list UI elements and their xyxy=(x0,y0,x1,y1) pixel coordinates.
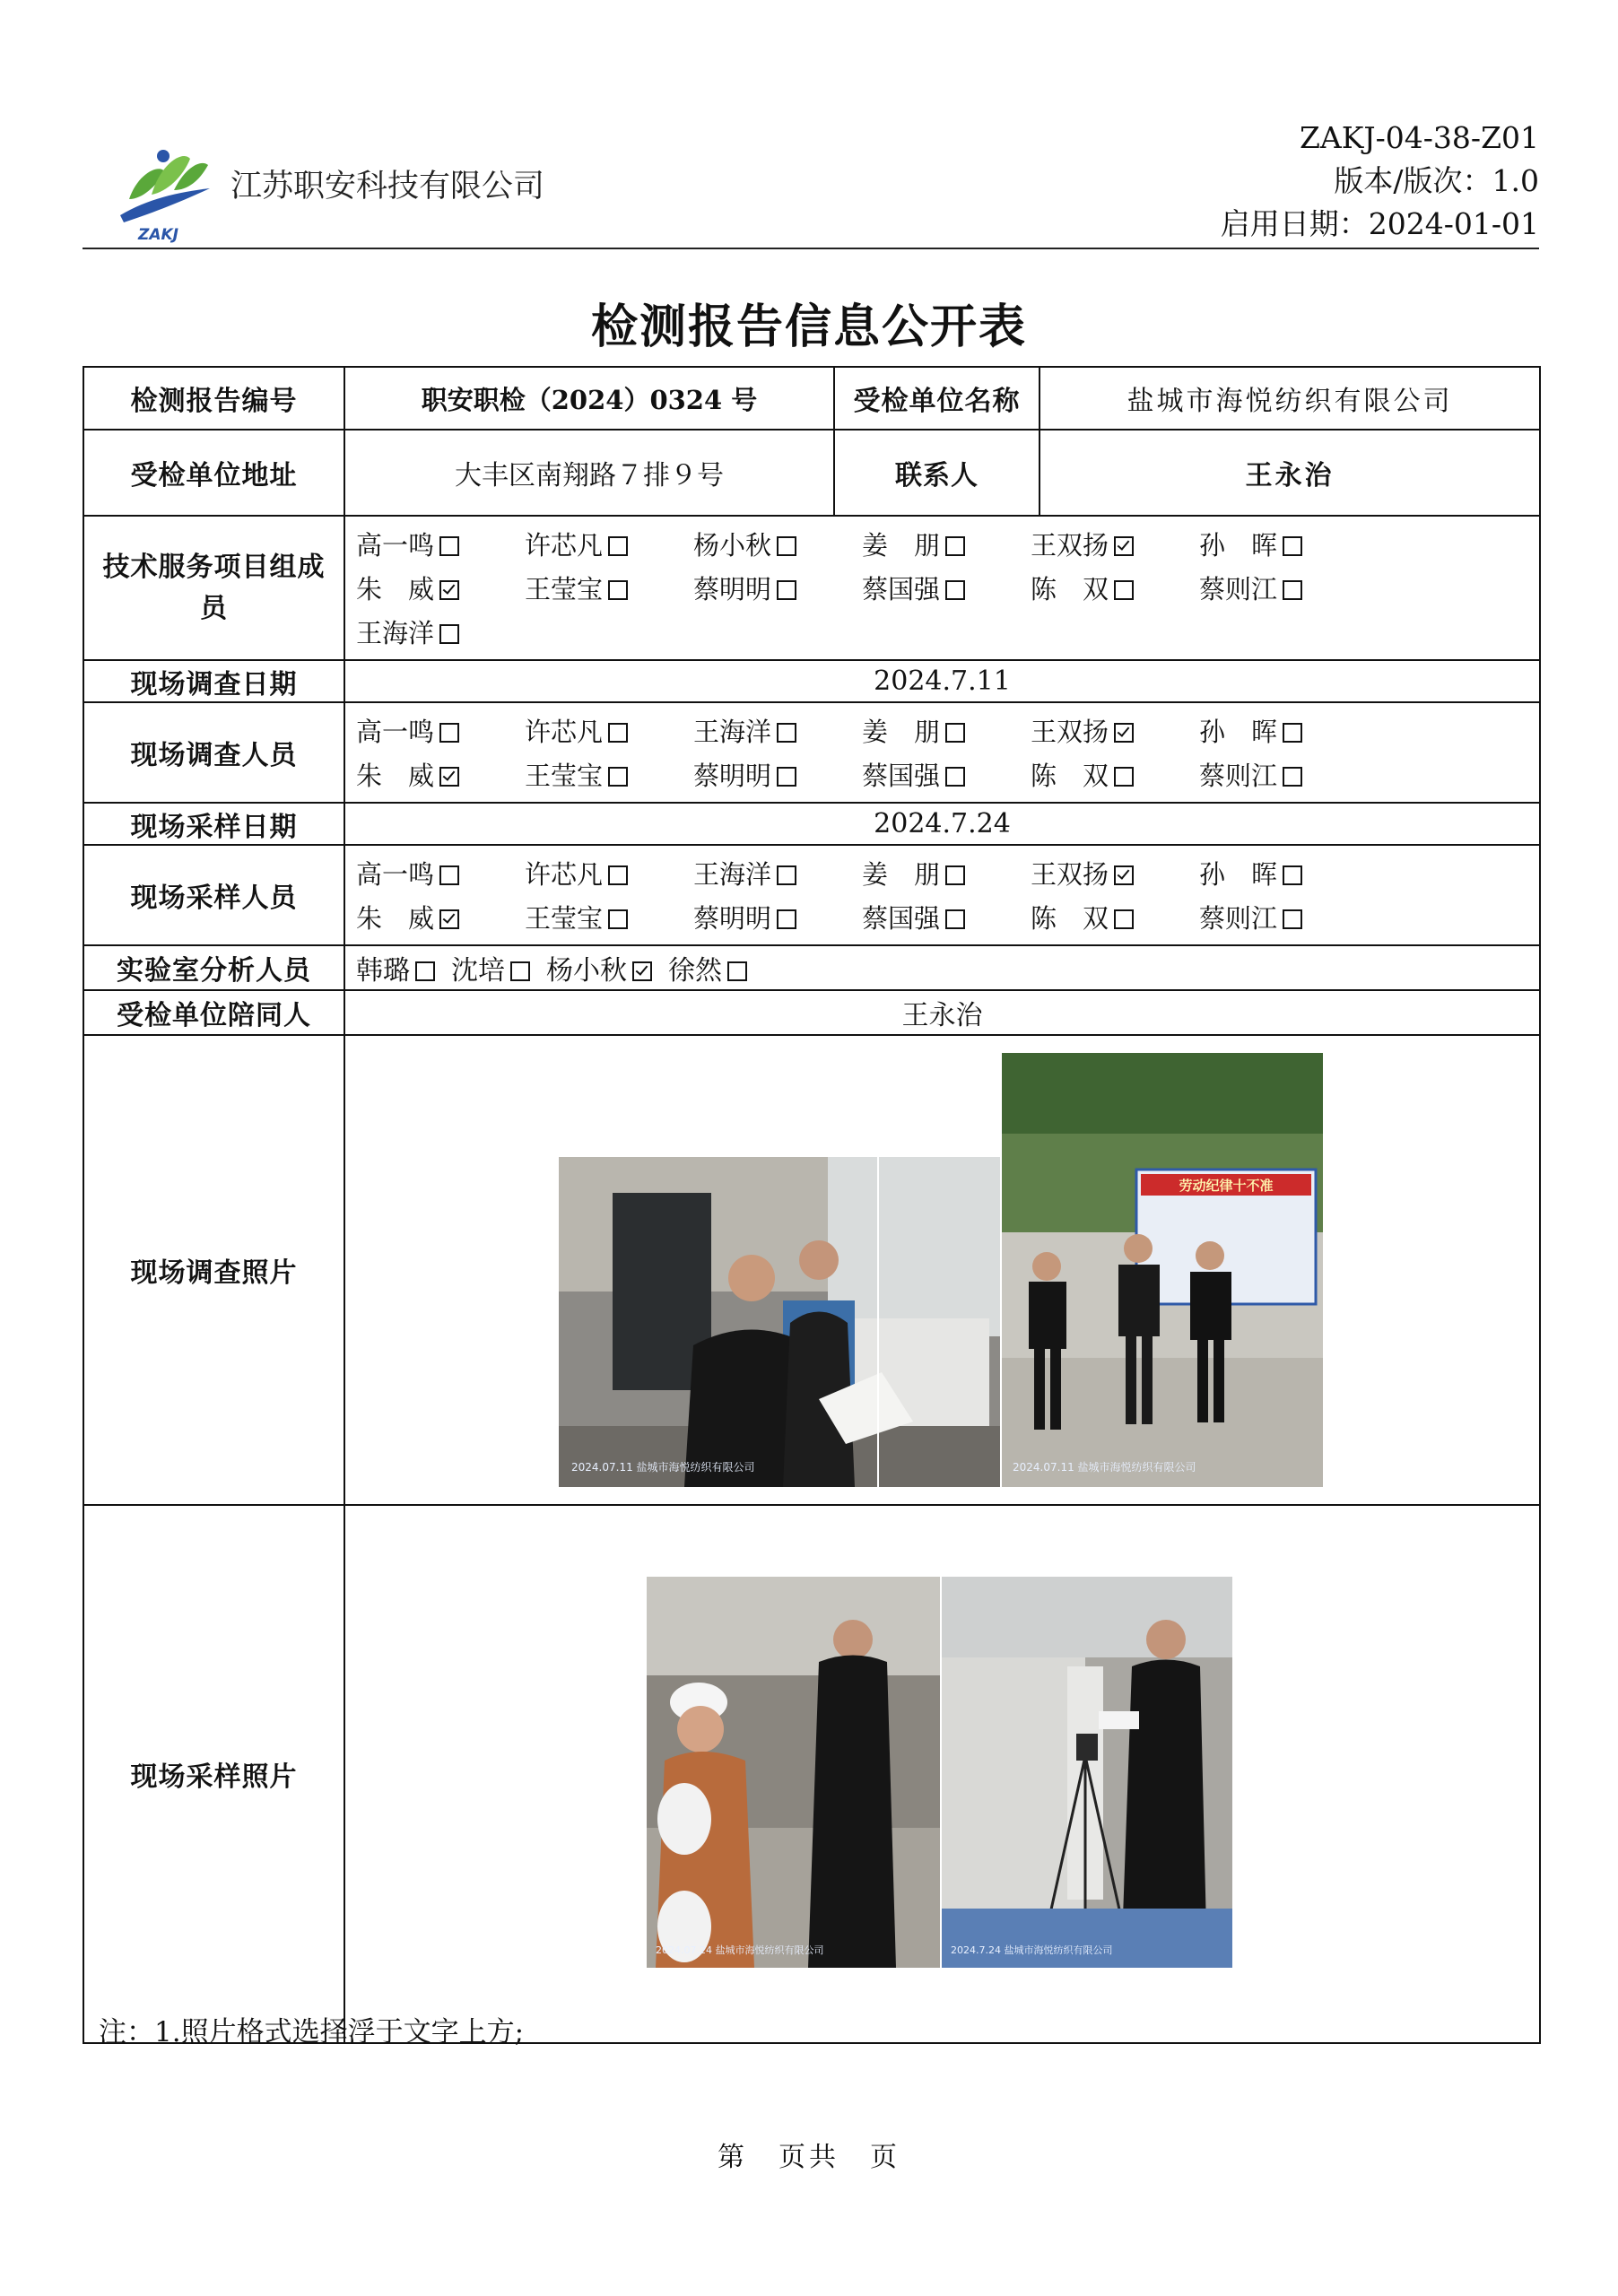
person-name: 孙 晖 xyxy=(1199,859,1278,890)
person-name: 蔡则江 xyxy=(1199,761,1278,791)
unchecked-box-icon[interactable] xyxy=(439,624,459,644)
unchecked-box-icon[interactable] xyxy=(777,909,796,929)
person-name: 姜 朋 xyxy=(862,859,941,890)
sampling-staff-grid xyxy=(356,846,1528,944)
person-checkbox-item xyxy=(862,712,1031,749)
person-checkbox-item xyxy=(356,756,525,793)
unchecked-box-icon[interactable] xyxy=(608,723,628,743)
survey-photo-workshop xyxy=(559,1157,1000,1487)
unchecked-box-icon[interactable] xyxy=(439,723,459,743)
person-name: 蔡明明 xyxy=(693,903,772,934)
unchecked-box-icon[interactable] xyxy=(1283,536,1302,556)
unchecked-box-icon[interactable] xyxy=(608,767,628,787)
survey-photo-label: 现场调查照片 xyxy=(83,1035,344,1505)
page-title: 检测报告信息公开表 xyxy=(590,300,1027,354)
unchecked-box-icon[interactable] xyxy=(1283,723,1302,743)
contact-label: 联系人 xyxy=(834,430,1040,516)
person-name: 蔡国强 xyxy=(862,761,941,791)
person-checkbox-item xyxy=(1199,899,1368,935)
person-name: 王双扬 xyxy=(1031,530,1109,561)
unchecked-box-icon[interactable] xyxy=(1283,767,1302,787)
person-name: 朱 威 xyxy=(356,574,435,604)
checked-box-icon[interactable] xyxy=(439,909,459,929)
person-checkbox-item xyxy=(1031,526,1199,562)
person-checkbox-item xyxy=(693,570,862,606)
doc-effective-date: 启用日期：2024-01-01 xyxy=(1220,206,1539,241)
unchecked-box-icon[interactable] xyxy=(777,865,796,885)
person-checkbox-item xyxy=(1031,570,1199,606)
escort-value: 王永治 xyxy=(344,990,1540,1035)
person-name: 沈培 xyxy=(451,955,505,987)
person-name: 徐然 xyxy=(668,955,722,987)
survey-photo-outdoor xyxy=(1002,1053,1323,1487)
unchecked-box-icon[interactable] xyxy=(1283,580,1302,600)
unchecked-box-icon[interactable] xyxy=(415,961,435,981)
person-name: 王双扬 xyxy=(1031,717,1109,747)
person-name: 许芯凡 xyxy=(525,859,604,890)
person-name: 姜 朋 xyxy=(862,717,941,747)
person-name: 王莹宝 xyxy=(525,761,604,791)
survey-date-value: 2024.7.11 xyxy=(344,660,1540,702)
person-name: 王莹宝 xyxy=(525,574,604,604)
person-name: 王海洋 xyxy=(693,859,772,890)
sampling-photo-label: 现场采样照片 xyxy=(83,1505,344,2043)
unchecked-box-icon[interactable] xyxy=(945,767,965,787)
person-name: 蔡则江 xyxy=(1199,903,1278,934)
person-checkbox-item xyxy=(1031,855,1199,891)
person-checkbox-item xyxy=(1199,712,1368,749)
person-checkbox-item xyxy=(668,955,747,987)
person-checkbox-item xyxy=(525,899,693,935)
person-name: 韩璐 xyxy=(356,955,410,987)
row-survey-staff xyxy=(83,702,1540,803)
unchecked-box-icon[interactable] xyxy=(777,580,796,600)
person-checkbox-item xyxy=(356,712,525,749)
checked-box-icon[interactable] xyxy=(1114,865,1134,885)
report-info-table xyxy=(83,366,1541,2044)
checked-box-icon[interactable] xyxy=(1114,723,1134,743)
svg-text:2024.07.11 盐城市海悦纺织有限公司: 2024.07.11 盐城市海悦纺织有限公司 xyxy=(1013,1461,1196,1474)
checked-box-icon[interactable] xyxy=(439,580,459,600)
sampling-date-value: 2024.7.24 xyxy=(344,803,1540,845)
survey-staff-label: 现场调查人员 xyxy=(83,702,344,803)
row-team xyxy=(83,516,1540,660)
person-name: 高一鸣 xyxy=(356,859,435,890)
unchecked-box-icon[interactable] xyxy=(1283,865,1302,885)
person-name: 蔡则江 xyxy=(1199,574,1278,604)
svg-text:劳动纪律十不准: 劳动纪律十不准 xyxy=(1179,1178,1274,1194)
person-name: 高一鸣 xyxy=(356,717,435,747)
page-header xyxy=(83,117,1539,248)
header-rule xyxy=(83,248,1539,249)
unchecked-box-icon[interactable] xyxy=(777,536,796,556)
svg-text:2024.07.11 盐城市海悦纺织有限公司: 2024.07.11 盐城市海悦纺织有限公司 xyxy=(571,1461,755,1474)
unchecked-box-icon[interactable] xyxy=(608,909,628,929)
person-name: 陈 双 xyxy=(1031,574,1109,604)
person-checkbox-item xyxy=(356,899,525,935)
person-checkbox-item xyxy=(1031,712,1199,749)
unchecked-box-icon[interactable] xyxy=(945,865,965,885)
person-checkbox-item xyxy=(862,756,1031,793)
person-checkbox-item xyxy=(862,570,1031,606)
lab-staff xyxy=(344,945,1540,990)
unchecked-box-icon[interactable] xyxy=(727,961,747,981)
row-survey-photos xyxy=(83,1035,1540,1505)
svg-text:2024.07.24 盐城市海悦纺织有限公司: 2024.07.24 盐城市海悦纺织有限公司 xyxy=(656,1944,824,1956)
unchecked-box-icon[interactable] xyxy=(945,536,965,556)
person-name: 杨小秋 xyxy=(546,955,627,987)
svg-text:2024.7.24 盐城市海悦纺织有限公司: 2024.7.24 盐城市海悦纺织有限公司 xyxy=(951,1944,1113,1956)
sampling-date-label: 现场采样日期 xyxy=(83,803,344,845)
unchecked-box-icon[interactable] xyxy=(439,865,459,885)
person-checkbox-item xyxy=(693,756,862,793)
unchecked-box-icon[interactable] xyxy=(777,767,796,787)
person-checkbox-item xyxy=(693,855,862,891)
unchecked-box-icon[interactable] xyxy=(608,580,628,600)
person-checkbox-item xyxy=(356,613,525,650)
person-name: 杨小秋 xyxy=(693,530,772,561)
person-checkbox-item xyxy=(862,855,1031,891)
person-checkbox-item xyxy=(356,526,525,562)
person-checkbox-item xyxy=(1199,526,1368,562)
contact-value: 王永治 xyxy=(1040,430,1540,516)
person-name: 王莹宝 xyxy=(525,903,604,934)
survey-date-label: 现场调查日期 xyxy=(83,660,344,702)
address-value: 大丰区南翔路７排９号 xyxy=(344,430,834,516)
person-name: 蔡明明 xyxy=(693,574,772,604)
row-sampling-photos xyxy=(83,1505,1540,2043)
person-checkbox-item xyxy=(1199,855,1368,891)
unit-name-value: 盐城市海悦纺织有限公司 xyxy=(1040,367,1540,430)
row-report-no xyxy=(83,367,1540,430)
unchecked-box-icon[interactable] xyxy=(608,865,628,885)
person-checkbox-item xyxy=(525,756,693,793)
person-checkbox-item xyxy=(525,712,693,749)
person-checkbox-item xyxy=(525,855,693,891)
person-checkbox-item xyxy=(451,955,530,987)
person-checkbox-item xyxy=(525,570,693,606)
person-checkbox-item xyxy=(693,526,862,562)
team-label: 技术服务项目组成员 xyxy=(83,516,344,660)
person-checkbox-item xyxy=(356,855,525,891)
page-footer: 第 页共 页 xyxy=(718,2142,900,2173)
unit-name-label: 受检单位名称 xyxy=(834,367,1040,430)
person-checkbox-item xyxy=(1199,756,1368,793)
lab-staff-list xyxy=(356,948,1528,987)
sampling-staff xyxy=(344,845,1540,945)
row-sampling-staff xyxy=(83,845,1540,945)
person-name: 许芯凡 xyxy=(525,530,604,561)
unchecked-box-icon[interactable] xyxy=(945,580,965,600)
person-name: 朱 威 xyxy=(356,903,435,934)
person-checkbox-item xyxy=(356,570,525,606)
sampling-photo-worker xyxy=(647,1577,940,1968)
company-logo xyxy=(111,136,219,244)
svg-text:ZAKJ: ZAKJ xyxy=(138,226,178,244)
row-escort xyxy=(83,990,1540,1035)
lab-label: 实验室分析人员 xyxy=(83,945,344,990)
person-name: 蔡明明 xyxy=(693,761,772,791)
row-lab-staff xyxy=(83,945,1540,990)
survey-photo-cell xyxy=(344,1035,1540,1505)
unchecked-box-icon[interactable] xyxy=(1114,909,1134,929)
team-grid xyxy=(356,517,1528,659)
report-no-label: 检测报告编号 xyxy=(83,367,344,430)
person-name: 陈 双 xyxy=(1031,903,1109,934)
person-checkbox-item xyxy=(1031,756,1199,793)
survey-staff xyxy=(344,702,1540,803)
table-note: 注：1.照片格式选择浮于文字上方; xyxy=(99,2016,525,2048)
checked-box-icon[interactable] xyxy=(1114,536,1134,556)
person-name: 朱 威 xyxy=(356,761,435,791)
person-name: 陈 双 xyxy=(1031,761,1109,791)
unchecked-box-icon[interactable] xyxy=(1283,909,1302,929)
person-checkbox-item xyxy=(862,526,1031,562)
unchecked-box-icon[interactable] xyxy=(1114,580,1134,600)
person-checkbox-item xyxy=(356,955,435,987)
unchecked-box-icon[interactable] xyxy=(608,536,628,556)
document-meta xyxy=(1221,117,1539,246)
doc-code: ZAKJ-04-38-Z01 xyxy=(1300,120,1539,155)
person-checkbox-item xyxy=(525,526,693,562)
row-sampling-date xyxy=(83,803,1540,845)
unchecked-box-icon[interactable] xyxy=(777,723,796,743)
person-name: 孙 晖 xyxy=(1199,530,1278,561)
person-checkbox-item xyxy=(862,899,1031,935)
person-name: 王海洋 xyxy=(693,717,772,747)
escort-label: 受检单位陪同人 xyxy=(83,990,344,1035)
sampling-photo-cell xyxy=(344,1505,1540,2043)
team-members xyxy=(344,516,1540,660)
person-name: 孙 晖 xyxy=(1199,717,1278,747)
person-name: 蔡国强 xyxy=(862,903,941,934)
person-name: 蔡国强 xyxy=(862,574,941,604)
sampling-staff-label: 现场采样人员 xyxy=(83,845,344,945)
survey-staff-grid xyxy=(356,703,1528,802)
unchecked-box-icon[interactable] xyxy=(510,961,530,981)
unchecked-box-icon[interactable] xyxy=(945,723,965,743)
person-checkbox-item xyxy=(693,899,862,935)
person-checkbox-item xyxy=(1199,570,1368,606)
person-name: 高一鸣 xyxy=(356,530,435,561)
person-checkbox-item xyxy=(693,712,862,749)
address-label: 受检单位地址 xyxy=(83,430,344,516)
row-survey-date xyxy=(83,660,1540,702)
unchecked-box-icon[interactable] xyxy=(439,536,459,556)
person-name: 许芯凡 xyxy=(525,717,604,747)
unchecked-box-icon[interactable] xyxy=(945,909,965,929)
checked-box-icon[interactable] xyxy=(439,767,459,787)
unchecked-box-icon[interactable] xyxy=(1114,767,1134,787)
person-checkbox-item xyxy=(546,955,652,987)
doc-version: 版本/版次：1.0 xyxy=(1334,163,1539,198)
row-address xyxy=(83,430,1540,516)
sampling-photo-instrument xyxy=(942,1577,1232,1968)
report-no-value: 职安职检（2024）0324 号 xyxy=(344,367,834,430)
company-name: 江苏职安科技有限公司 xyxy=(231,169,545,204)
person-checkbox-item xyxy=(1031,899,1199,935)
person-name: 王双扬 xyxy=(1031,859,1109,890)
leaf-logo-icon xyxy=(111,136,219,244)
checked-box-icon[interactable] xyxy=(632,961,652,981)
person-name: 王海洋 xyxy=(356,618,435,648)
person-name: 姜 朋 xyxy=(862,530,941,561)
